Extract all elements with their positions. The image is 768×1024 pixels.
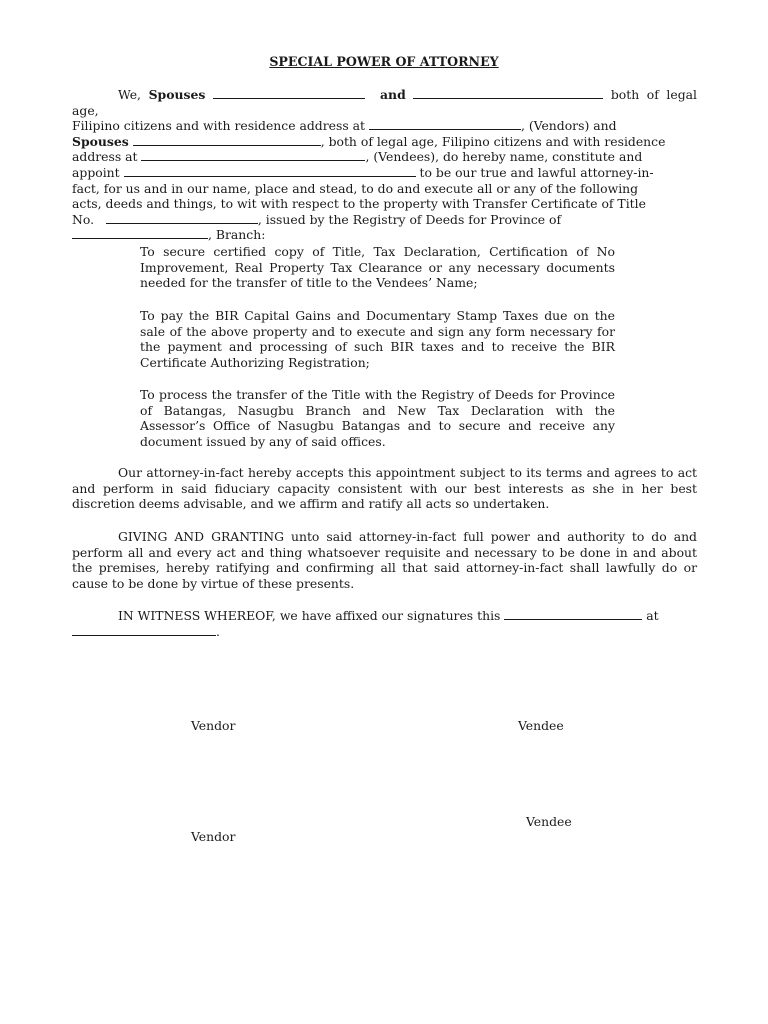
spouses-label: Spouses [148,87,206,102]
signing-place-blank[interactable] [72,624,216,636]
vendor-spouses-name-blank[interactable] [213,87,365,99]
vendee-signature-label-2: Vendee [526,814,572,829]
granting-paragraph: GIVING AND GRANTING unto said attorney-in-fact full power and authority to do and perform all and every act and thing whatsoever requisite and necessary to be done in and about the premises, hereby ratifying and confirming all that said attorney-in-fact shall lawfully do or cause to be done by virtue of these presents. [72,529,697,591]
vendor-signature-label: Vendor [191,718,236,733]
spouses-label-2: Spouses [72,133,129,149]
opening-paragraph: We, Spouses and both of legal age, Filipino citizens and with residence address at , (Vendors) and Spouses , both of legal age, Filipino citizens and with residence address at , (Vendees), do hereby name, constitute and appoint to be our true and lawful attorney-in- fact, for us and in our name, place and stead, to do and execute all or any of the following acts, deeds and things, to wit with respect to the property with Transfer Certificate of Title No. , issued by the Registry of Deeds for Province of , Branch: [72,87,697,243]
vendors-address-blank[interactable] [369,118,521,130]
signing-date-blank[interactable] [504,608,642,620]
acceptance-paragraph: Our attorney-in-fact hereby accepts this appointment subject to its terms and agrees to act and perform in said fiduciary capacity consistent with our best interests as she in her best discretion deems advisable, and we affirm and ratify all acts so undertaken. [72,465,697,512]
vendor-signature-label-2: Vendor [191,829,236,844]
attorney-name-blank[interactable] [124,165,416,177]
list-item: To secure certified copy of Title, Tax Declaration, Certification of No Improvement, Real Property Tax Clearance or any necessary documents needed for the transfer of title to the Vendees’ Name; [140,244,615,291]
list-item: To process the transfer of the Title with the Registry of Deeds for Province of Batangas, Nasugbu Branch and New Tax Declaration with the Assessor’s Office of Nasugbu Batangas and to secure and receive any document issued by any of said offices. [140,387,615,449]
vendee-spouses-name-blank[interactable] [133,134,321,146]
vendee-signature-label: Vendee [518,718,564,733]
tct-number-blank[interactable] [106,212,258,224]
document-title: SPECIAL POWER OF ATTORNEY [269,54,499,69]
witness-paragraph: IN WITNESS WHEREOF, we have affixed our signatures this at . [72,608,697,639]
vendees-address-blank[interactable] [141,149,365,161]
list-item: To pay the BIR Capital Gains and Documentary Stamp Taxes due on the sale of the above property and to execute and sign any form necessary for the payment and processing of such BIR taxes and to receive the BIR Certificate Authorizing Registration; [140,308,615,370]
vendor-spouses-name-blank-2[interactable] [413,87,603,99]
province-blank[interactable] [72,227,208,239]
